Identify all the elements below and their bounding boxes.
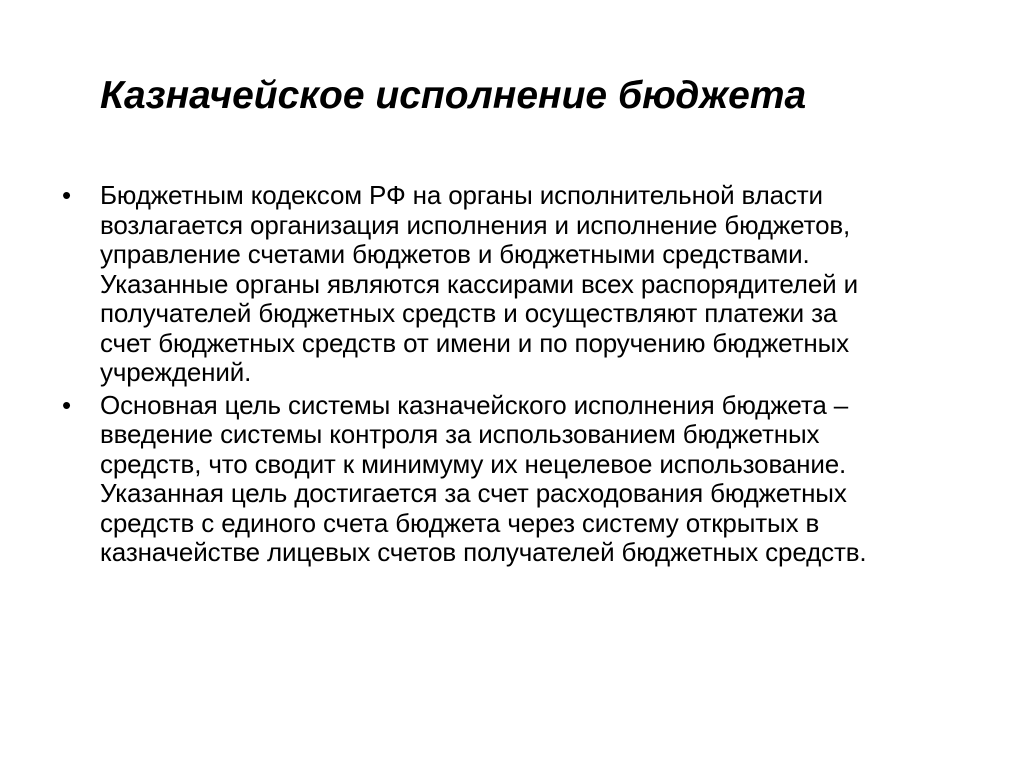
bullet-list	[62, 181, 962, 571]
text-line: средств, что сводит к минимуму их нецелевое использование.	[100, 448, 847, 479]
text-line: Основная цель системы казначейского исполнения бюджета –	[100, 389, 849, 420]
text-line: управление счетами бюджетов и бюджетными средствами.	[100, 239, 810, 269]
bullet-text-1	[100, 181, 962, 388]
bullet-item-2	[62, 391, 962, 568]
text-line: Бюджетным кодексом РФ на органы исполнительной власти	[100, 180, 823, 210]
text-line: возлагается организация исполнения и исполнение бюджетов,	[100, 209, 851, 240]
bullet-dot-icon: •	[62, 180, 72, 210]
text-line: Указанные органы являются кассирами всех распорядителей и	[100, 268, 858, 299]
bullet-item-1	[62, 181, 962, 388]
text-line: средств с единого счета бюджета через систему открытых в	[100, 507, 820, 538]
text-line: получателей бюджетных средств и осуществляют платежи за	[100, 298, 838, 328]
text-line: Указанная цель достигается за счет расходования бюджетных	[100, 478, 847, 508]
bullet-dot-icon: •	[62, 389, 72, 420]
text-line: учреждений.	[100, 357, 252, 387]
slide-title: Казначейское исполнение бюджета	[100, 74, 807, 117]
text-line: введение системы контроля за использованием бюджетных	[100, 419, 820, 449]
bullet-text-2	[100, 391, 962, 568]
text-line: счет бюджетных средств от имени и по поручению бюджетных	[100, 327, 849, 358]
text-line: казначействе лицевых счетов получателей бюджетных средств.	[100, 537, 867, 567]
